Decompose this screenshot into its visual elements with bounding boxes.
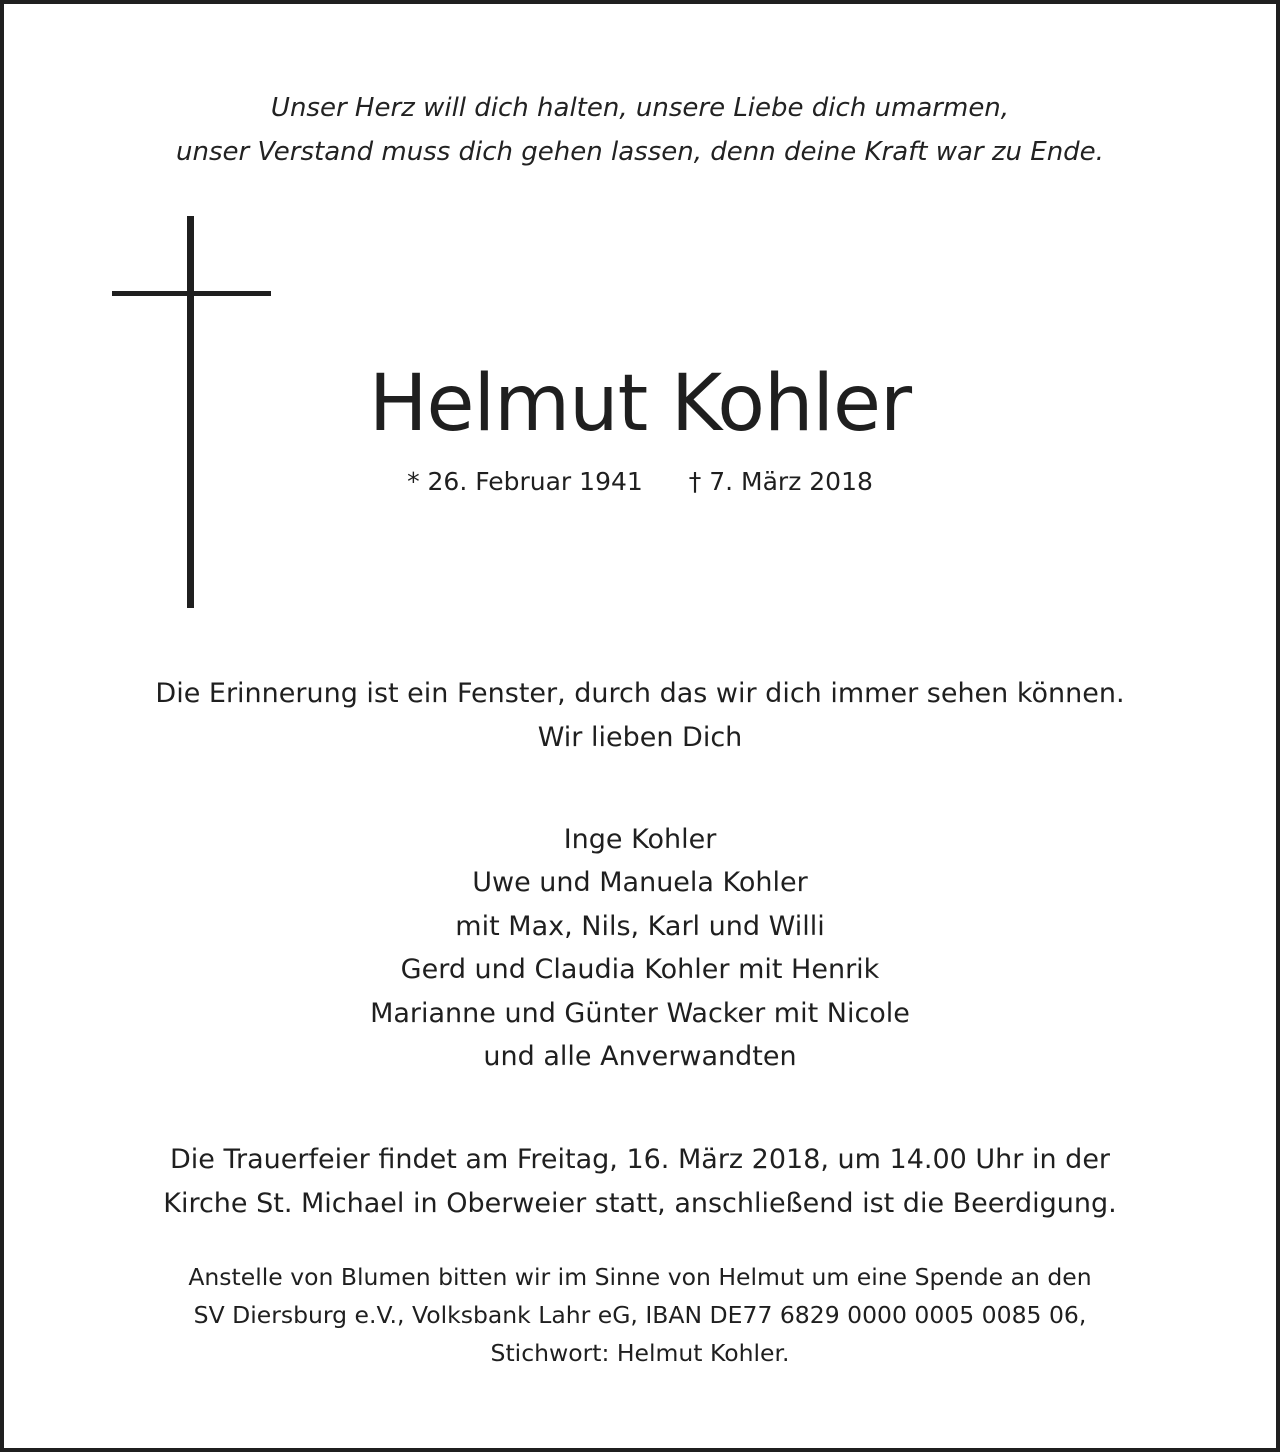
- donation-line-1: Anstelle von Blumen bitten wir im Sinne von Helmut um eine Spende an den: [188, 1263, 1092, 1291]
- motto-line-1: Unser Herz will dich halten, unsere Liebe dich umarmen,: [270, 93, 1010, 123]
- cross-horizontal-bar: [112, 291, 271, 296]
- quote-line-2: Wir lieben Dich: [537, 722, 743, 753]
- funeral-line-1: Die Trauerfeier findet am Freitag, 16. März 2018, um 14.00 Uhr in der: [169, 1144, 1111, 1175]
- family-member: und alle Anverwandten: [483, 1041, 797, 1073]
- deceased-name: Helmut Kohler: [368, 359, 912, 449]
- family-member: Uwe und Manuela Kohler: [472, 867, 808, 899]
- family-list: [4, 818, 1276, 1078]
- memorial-quote: [4, 672, 1276, 760]
- birth-date: * 26. Februar 1941: [407, 467, 643, 496]
- family-member: Gerd und Claudia Kohler mit Henrik: [400, 954, 880, 986]
- funeral-line-2: Kirche St. Michael in Oberweier statt, anschließend ist die Beerdigung.: [163, 1188, 1117, 1219]
- funeral-info: [4, 1138, 1276, 1226]
- family-member: mit Max, Nils, Karl und Willi: [455, 910, 825, 942]
- motto-line-2: unser Verstand muss dich gehen lassen, denn deine Kraft war zu Ende.: [176, 137, 1104, 167]
- death-date: † 7. März 2018: [688, 467, 873, 496]
- quote-line-1: Die Erinnerung ist ein Fenster, durch das wir dich immer sehen können.: [155, 678, 1125, 709]
- life-dates: [4, 464, 1276, 500]
- family-member: Marianne und Günter Wacker mit Nicole: [370, 997, 910, 1029]
- donation-line-3: Stichwort: Helmut Kohler.: [490, 1339, 790, 1367]
- donation-line-2: SV Diersburg e.V., Volksbank Lahr eG, IBAN DE77 6829 0000 0005 0085 06,: [193, 1301, 1087, 1329]
- family-member: Inge Kohler: [563, 824, 717, 855]
- donation-info: [4, 1258, 1276, 1372]
- motto: [4, 86, 1276, 174]
